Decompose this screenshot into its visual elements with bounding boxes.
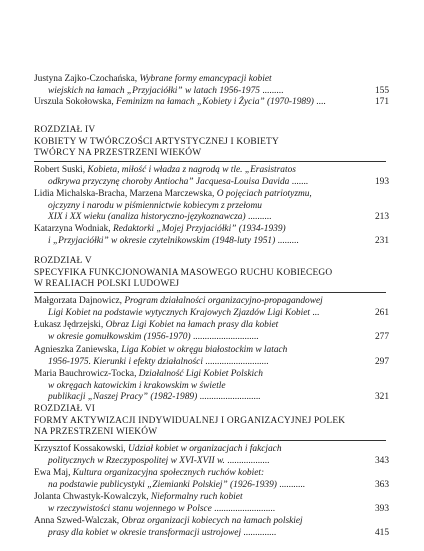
toc-entry[interactable] <box>34 369 389 404</box>
entry-author: Urszula Sokołowska, <box>34 97 114 107</box>
toc-entry[interactable] <box>34 74 389 97</box>
divider <box>34 292 386 293</box>
chapter-label: ROZDZIAŁ IV <box>34 125 96 135</box>
entry-author: Jolanta Chwastyk-Kowalczyk, <box>34 492 149 502</box>
toc-entry[interactable] <box>34 97 389 109</box>
leader-dots: ... <box>309 307 320 318</box>
chapter-title-line: KOBIETY W TWÓRCZOŚCI ARTYSTYCZNEJ I KOBIETY <box>34 136 279 147</box>
toc-entry[interactable] <box>34 320 389 343</box>
entry-title-line: Obraz Ligi Kobiet na łamach prasy dla kobiet <box>103 320 279 330</box>
leader-dots: ........................... <box>202 356 269 367</box>
page-number: 415 <box>374 527 389 538</box>
page-number: 321 <box>374 392 389 403</box>
toc-entry[interactable] <box>34 296 389 319</box>
chapter-heading <box>34 125 389 160</box>
page-number: 193 <box>374 176 389 187</box>
page-number: 277 <box>374 331 389 342</box>
entry-title-line: Udział kobiet w organizacjach i fakcjach <box>125 444 282 454</box>
chapter-heading <box>34 256 389 291</box>
leader-dots: .......... <box>245 212 272 223</box>
leader-dots: ......... <box>259 85 284 96</box>
toc-entry[interactable] <box>34 165 389 188</box>
entry-title-line: Kobieta, miłość i władza z nagrodą w tle. „Erasistratos <box>85 165 296 175</box>
entry-author: Krzysztof Kossakowski, <box>34 444 126 454</box>
divider <box>34 440 386 441</box>
page-number: 171 <box>374 97 389 107</box>
leader-dots: .... <box>313 97 326 107</box>
entry-title-line: Obraz organizacji kobiecych na łamach polskiej <box>119 516 303 526</box>
page-number: 363 <box>374 479 389 490</box>
entry-title-line: w okręgach katowickim i krakowskim w świetle <box>48 380 226 391</box>
entry-title-line: Feminizm na łamach „Kobiety i Życia” (1970-1989) <box>113 97 314 107</box>
leader-dots: .............. <box>241 527 277 538</box>
toc-entry[interactable] <box>34 444 389 467</box>
chapter-title-line: W REALIACH POLSKI LUDOWEJ <box>34 279 180 290</box>
entry-author: Agnieszka Zaniewska, <box>34 345 119 355</box>
entry-title-line: Nieformalny ruch kobiet <box>148 492 243 502</box>
entry-author: Katarzyna Wodniak, <box>34 224 111 234</box>
leader-dots: .......................... <box>197 392 261 403</box>
entry-title-line: Działalność Ligi Kobiet Polskich <box>136 369 263 379</box>
toc-entry[interactable] <box>34 224 389 247</box>
toc-entry[interactable] <box>34 468 389 491</box>
entry-title-line: i „Przyjaciółki” w okresie czytelnikowskim (1948-luty 1951) <box>48 235 276 246</box>
entry-title-line: ojczyzny i narodu w piśmiennictwie kobiecym z przełomu <box>48 200 262 211</box>
page-number: 393 <box>374 503 389 514</box>
entry-author: Małgorzata Dajnowicz, <box>34 296 122 306</box>
chapter-label: ROZDZIAŁ V <box>34 256 92 266</box>
entry-title-line: Kultura organizacyjna społecznych ruchów kobiet: <box>70 468 265 478</box>
leader-dots: .................. <box>224 455 270 466</box>
entry-author: Justyna Zajko-Czochańska, <box>34 74 138 84</box>
entry-title-line: Ligi Kobiet na podstawie wytycznych Krajowych Zjazdów Ligi Kobiet <box>48 307 310 318</box>
page-number: 343 <box>374 455 389 466</box>
page-number: 213 <box>374 212 389 223</box>
entry-author: Ewa Maj, <box>34 468 71 478</box>
entry-title-line: politycznych w Rzeczypospolitej w XVI-XVII w. <box>48 455 225 466</box>
chapter-title-line: TWÓRCY NA PRZESTRZENI WIEKÓW <box>34 148 202 159</box>
entry-title-line: publikacji „Naszej Pracy” (1982-1989) <box>48 392 198 403</box>
chapter-title-line: SPECYFIKA FUNKCJONOWANIA MASOWEGO RUCHU KOBIECEGO <box>34 267 333 278</box>
page-number: 297 <box>374 356 389 367</box>
chapter-label: ROZDZIAŁ VI <box>34 404 96 414</box>
toc-entry[interactable] <box>34 516 389 539</box>
entry-title-line: O pojęciach patriotyzmu, <box>214 189 312 199</box>
leader-dots: ........... <box>276 479 306 490</box>
entry-title-line: Wybrane formy emancypacji kobiet <box>137 74 272 84</box>
entry-title-line: w rzeczywistości stanu wojennego w Polsce <box>48 503 212 514</box>
entry-title-line: wiejskich na łamach „Przyjaciółki” w latach 1956-1975 <box>48 85 260 96</box>
divider <box>34 161 386 162</box>
chapter-title-line: FORMY AKTYWIZACJI INDYWIDUALNEJ I ORGANIZACYJNEJ POLEK <box>34 415 346 426</box>
entry-title-line: 1956-1975. Kierunki i efekty działalności <box>48 356 203 367</box>
entry-title-line: Program działalności organizacyjno-propagandowej <box>121 296 323 306</box>
chapter-heading <box>34 404 389 439</box>
entry-title-line: Redaktorki „Mojej Przyjaciółki” (1934-1939) <box>110 224 286 234</box>
entry-title-line: odkrywa przyczynę choroby Antiocha” Jacquesa-Louisa Davida <box>48 176 290 187</box>
entry-title-line: na podstawie publicystyki „Ziemianki Polskiej” (1926-1939) <box>48 479 277 490</box>
leader-dots: ............................ <box>190 331 259 342</box>
entry-author: Lidia Michalska-Bracha, Marzena Marczewska, <box>34 189 215 199</box>
leader-dots: .......................... <box>211 503 276 514</box>
chapter-title-line: NA PRZESTRZENI WIEKÓW <box>34 427 158 438</box>
leader-dots: ......... <box>275 235 299 246</box>
toc-entry[interactable] <box>34 189 389 224</box>
entry-author: Robert Suski, <box>34 165 86 175</box>
entry-author: Maria Bauchrowicz-Tocka, <box>34 369 137 379</box>
page-number: 231 <box>374 235 389 246</box>
entry-title-line: prasy dla kobiet w okresie transformacji ustrojowej <box>48 527 242 538</box>
leader-dots: ....... <box>289 176 309 187</box>
entry-author: Anna Szwed-Walczak, <box>34 516 120 526</box>
page-number: 155 <box>374 85 389 96</box>
page-number: 261 <box>374 307 389 318</box>
entry-title-line: w okresie gomułkowskim (1956-1970) <box>48 331 191 342</box>
entry-title-line: XIX i XX wieku (analiza historyczno-językoznawcza) <box>48 212 246 223</box>
entry-title-line: Liga Kobiet w okręgu białostockim w latach <box>118 345 288 355</box>
toc-entry[interactable] <box>34 492 389 515</box>
entry-author: Łukasz Jędrzejski, <box>34 320 104 330</box>
toc-entry[interactable] <box>34 345 389 368</box>
